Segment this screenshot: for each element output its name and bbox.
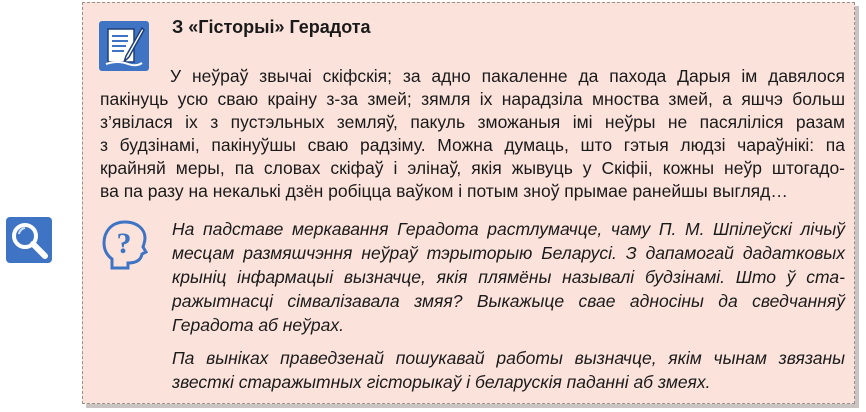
excerpt-line: пакінуць усю сваю краіну з-за змей; зямля іх нарадзіла мноства змей, а яшчэ больш (100, 89, 845, 109)
excerpt-line: крайняй меры, па словах скіфаў і элінаў, якія жывуць у Скіфіі, кожны неўр штогадо- (100, 158, 845, 178)
task-line: ражытнасці сімвалізавала змяя? Выкажыце свае адносіны да сведчанняў (172, 291, 845, 311)
task-line: Герадота аб неўрах. (172, 315, 344, 335)
task-line: звесткі старажытных гісторыкаў і беларускія паданні аб змеях. (172, 372, 711, 392)
svg-text:?: ? (116, 227, 132, 260)
magnifier-icon (5, 216, 53, 264)
excerpt-line: У неўраў звычаі скіфскія; за адно пакаленне да пахода Дарыя ім давялося (170, 66, 845, 86)
source-title: З «Гісторыі» Герадота (172, 17, 371, 37)
excerpt-line: ва па разу на некалькі дзён робіцца ваўком і потым зноў прымае ранейшы выгляд… (100, 181, 788, 201)
excerpt-line: з будзінамі, пакінуўшы сваю радзіму. Можна думаць, што гэтыя людзі чараўнікі: па (100, 135, 845, 155)
task-line: месцам размяшчэння неўраў тэрыторыю Беларусі. З дапамогай дадатковых (172, 243, 845, 263)
task-line: крыніц інфармацыі вызначце, якія плямёны называлі будзінамі. Што ў ста- (172, 267, 845, 287)
task-line: Па выніках праведзенай пошукавай работы вызначце, якім чынам звязаны (172, 348, 845, 368)
document-quill-icon (98, 20, 150, 72)
question-head-icon (98, 218, 152, 272)
source-panel (82, 2, 855, 404)
task-line: На падставе меркавання Герадота растлумачце, чаму П. М. Шпілеўскі лічыў (172, 219, 845, 239)
excerpt-line: з’явілася іх з пустэльных земляў, пакуль зможаныя імі неўры не пасяліліся разам (100, 112, 845, 132)
